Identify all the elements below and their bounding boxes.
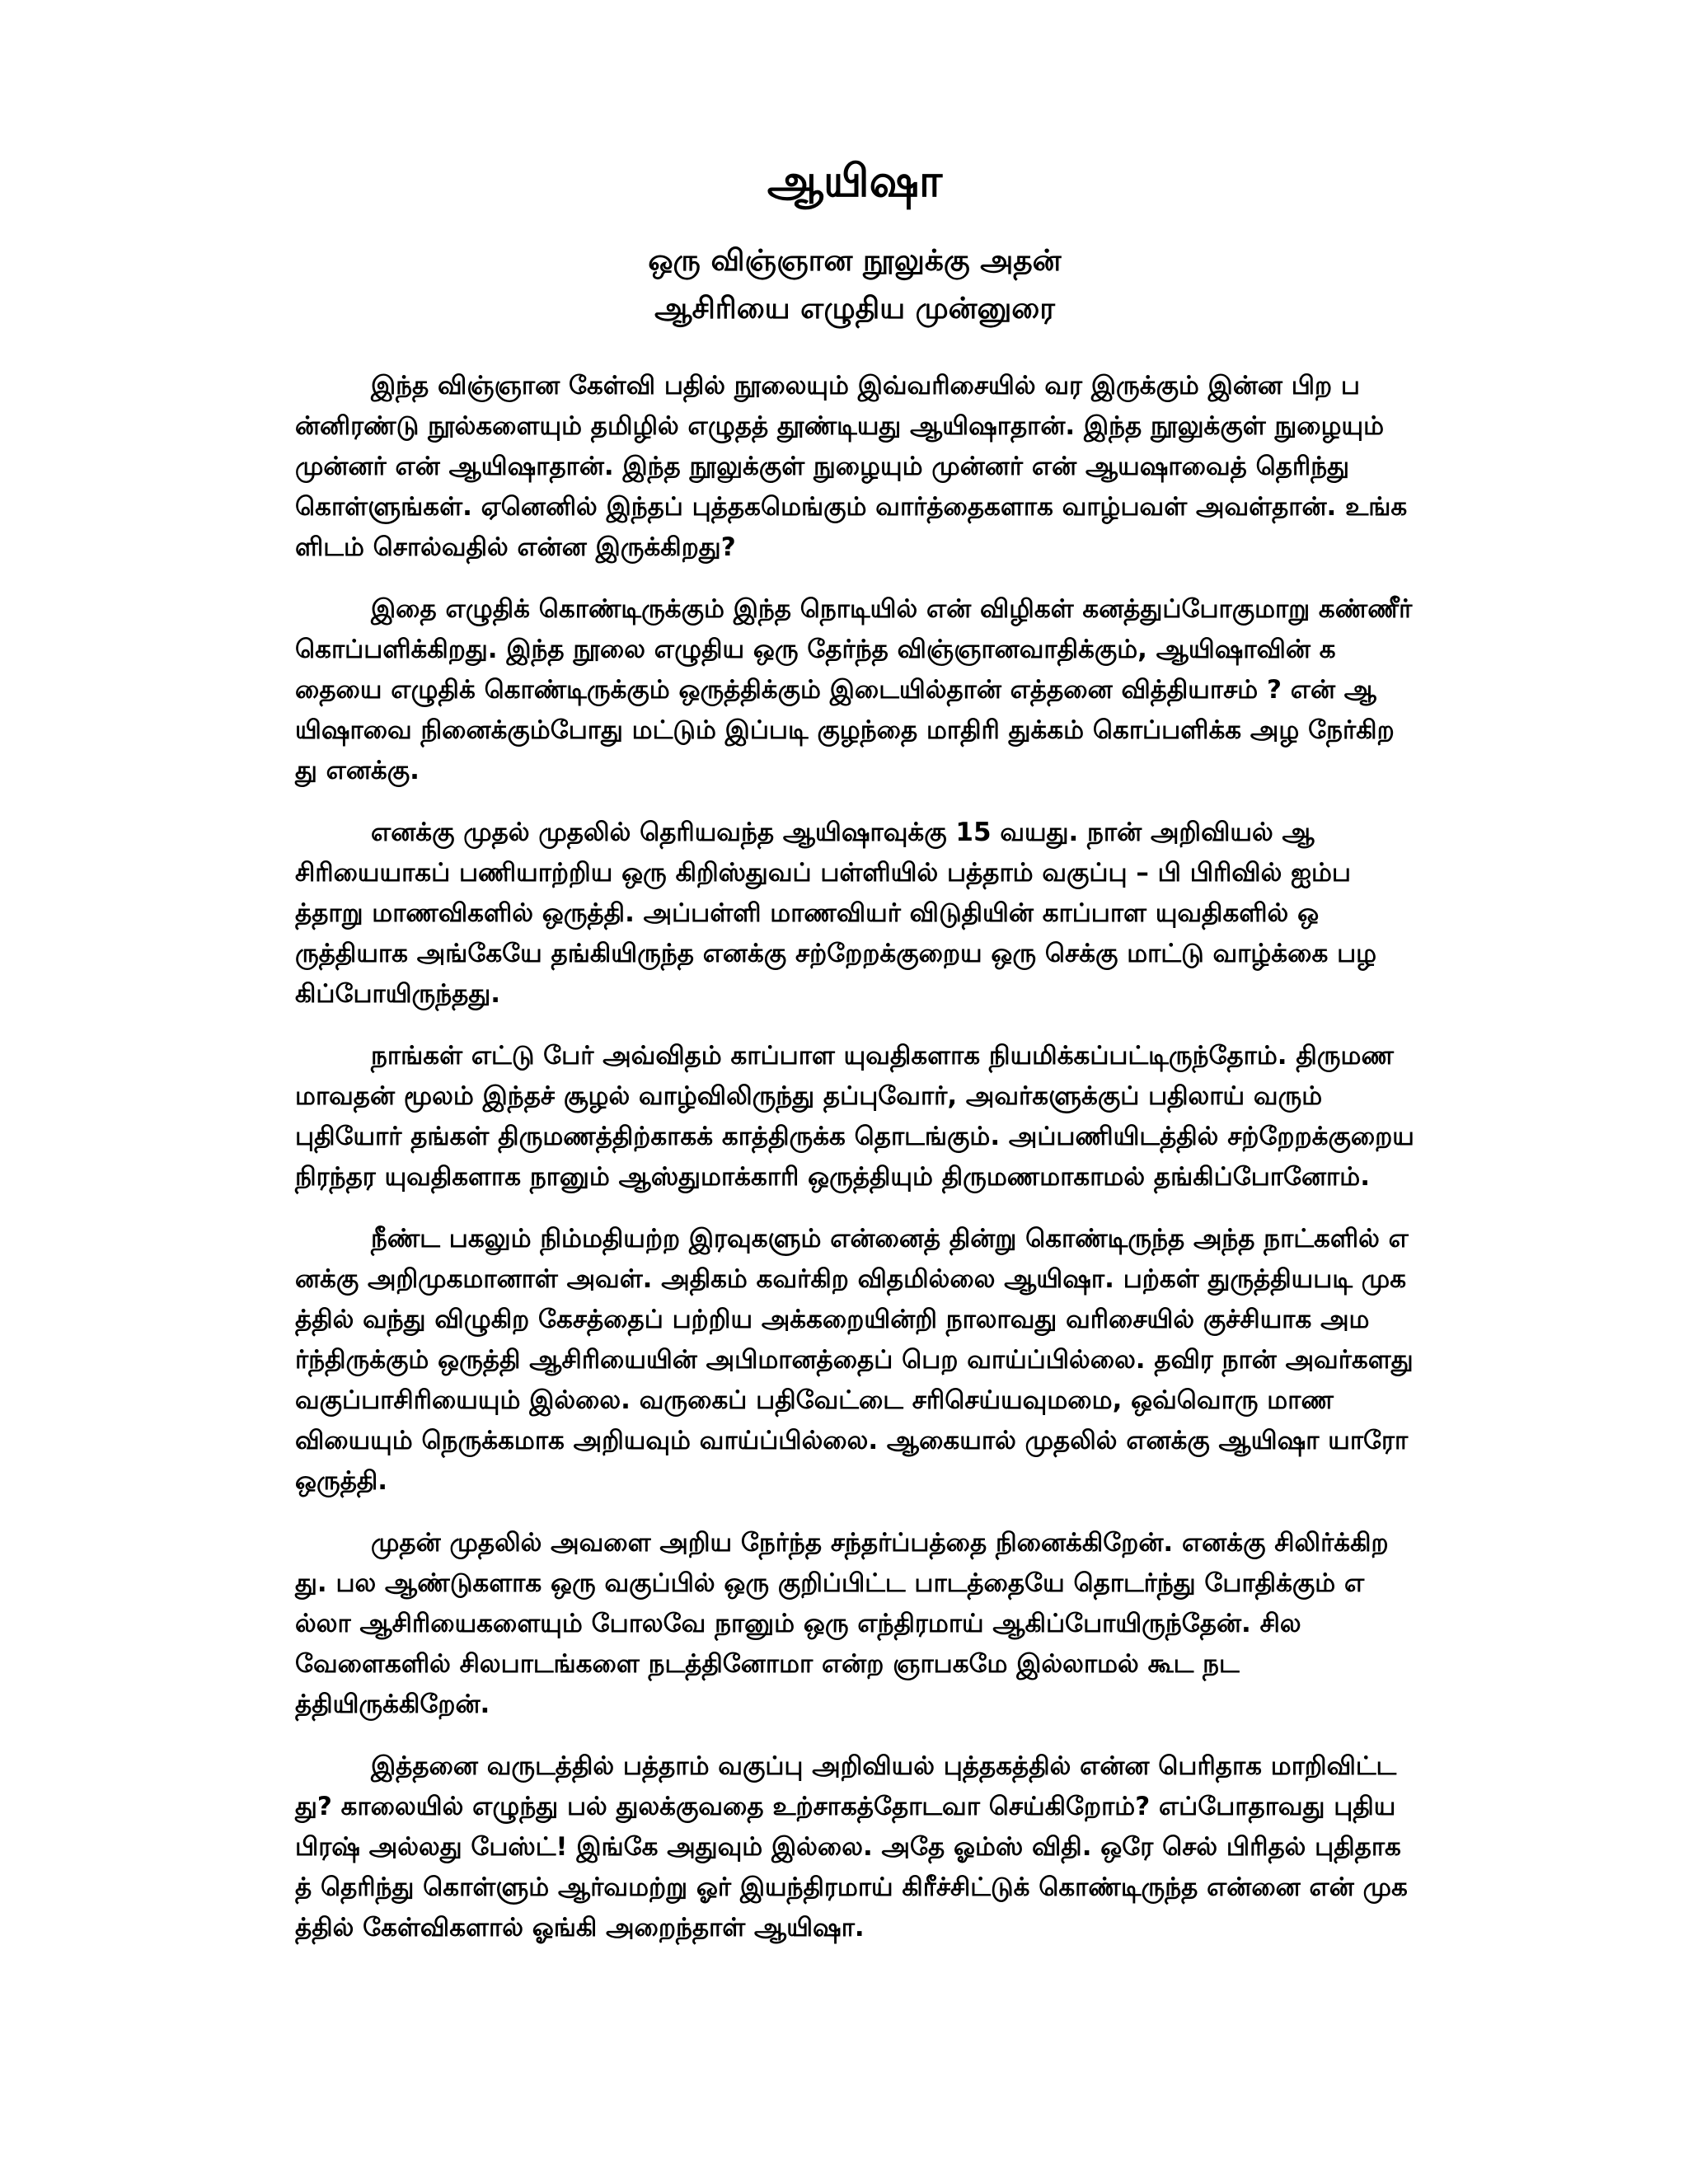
paragraph-6: முதன் முதலில் அவளை அறிய நேர்ந்த சந்தர்ப்பத்தை நினைக்கிறேன். எனக்கு சிலிர்க்கிறது. பல ஆண்டுகளாக ஒரு வகுப்பில் ஒரு குறிப்பிட்ட பாடத்தையே தொடர்ந்து போதிக்கும் எல்லா ஆசிரியைகளையும் போலவே நானும் ஒரு எந்திரமாய் ஆகிப்போயிருந்தேன். சில வேளைகளில் சிலபாடங்களை நடத்தினோமா என்ற ஞாபகமே இல்லாமல் கூட நடத்தியிருக்கிறேன். [295, 1528, 1389, 1719]
paragraph-2: இதை எழுதிக் கொண்டிருக்கும் இந்த நொடியில் என் விழிகள் கனத்துப்போகுமாறு கண்ணீர் கொப்பளிக்கிறது. இந்த நூலை எழுதிய ஒரு தேர்ந்த விஞ்ஞானவாதிக்கும், ஆயிஷாவின் கதையை எழுதிக் கொண்டிருக்கும் ஒருத்திக்கும் இடையில்தான் எத்தனை வித்தியாசம் ? என் ஆயிஷாவை நினைக்கும்போது மட்டும் இப்படி குழந்தை மாதிரி துக்கம் கொப்பளிக்க அழ நேர்கிறது எனக்கு. [295, 594, 1413, 785]
document-body [295, 366, 1414, 1948]
paragraph-4: நாங்கள் எட்டு பேர் அவ்விதம் காப்பாள யுவதிகளாக நியமிக்கப்பட்டிருந்தோம். திருமணமாவதன் மூலம் இந்தச் சூழல் வாழ்விலிருந்து தப்புவோர், அவர்களுக்குப் பதிலாய் வரும் புதியோர் தங்கள் திருமணத்திற்காகக் காத்திருக்க தொடங்கும். அப்பணியிடத்தில் சற்றேறக்குறைய நிரந்தர யுவதிகளாக நானும் ஆஸ்துமாக்காரி ஒருத்தியும் திருமணமாகாமல் தங்கிப்போனோம். [295, 1041, 1414, 1192]
document-subtitle-line-2: ஆசிரியை எழுதிய முன்னுரை [654, 292, 1055, 326]
document-subtitle-line-1: ஒரு விஞ்ஞான நூலுக்கு அதன் [648, 244, 1062, 278]
paragraph-1: இந்த விஞ்ஞான கேள்வி பதில் நூலையும் இவ்வரிசையில் வர இருக்கும் இன்ன பிற பன்னிரண்டு நூல்களையும் தமிழில் எழுதத் தூண்டியது ஆயிஷாதான். இந்த நூலுக்குள் நுழையும் முன்னர் என் ஆயிஷாதான். இந்த நூலுக்குள் நுழையும் முன்னர் என் ஆயஷாவைத் தெரிந்து கொள்ளுங்கள். ஏனெனில் இந்தப் புத்தகமெங்கும் வார்த்தைகளாக வாழ்பவள் அவள்தான். உங்களிடம் சொல்வதில் என்ன இருக்கிறது? [295, 371, 1408, 562]
paragraph-5: நீண்ட பகலும் நிம்மதியற்ற இரவுகளும் என்னைத் தின்று கொண்டிருந்த அந்த நாட்களில் எனக்கு அறிமுகமானாள் அவள். அதிகம் கவர்கிற விதமில்லை ஆயிஷா. பற்கள் துருத்தியபடி முகத்தில் வந்து விழுகிற கேசத்தைப் பற்றிய அக்கறையின்றி நாலாவது வரிசையில் குச்சியாக அமர்ந்திருக்கும் ஒருத்தி ஆசிரியையின் அபிமானத்தைப் பெற வாய்ப்பில்லை. தவிர நான் அவர்களது வகுப்பாசிரியையும் இல்லை. வருகைப் பதிவேட்டை சரிசெய்யவுமமை, ஒவ்வொரு மாணவியையும் நெருக்கமாக அறியவும் வாய்ப்பில்லை. ஆகையால் முதலில் எனக்கு ஆயிஷா யாரோ ஒருத்தி. [295, 1224, 1414, 1496]
paragraph-7: இத்தனை வருடத்தில் பத்தாம் வகுப்பு அறிவியல் புத்தகத்தில் என்ன பெரிதாக மாறிவிட்டது? காலையில் எழுந்து பல் துலக்குவதை உற்சாகத்தோடவா செய்கிறோம்? எப்போதாவது புதிய பிரஷ் அல்லது பேஸ்ட்! இங்கே அதுவும் இல்லை. அதே ஓம்ஸ் விதி. ஒரே செல் பிரிதல் புதிதாகத் தெரிந்து கொள்ளும் ஆர்வமற்று ஓர் இயந்திரமாய் கிரீச்சிட்டுக் கொண்டிருந்த என்னை என் முகத்தில் கேள்விகளால் ஓங்கி அறைந்தாள் ஆயிஷா. [295, 1751, 1408, 1943]
paragraph-3: எனக்கு முதல் முதலில் தெரியவந்த ஆயிஷாவுக்கு 15 வயது. நான் அறிவியல் ஆசிரியையாகப் பணியாற்றிய ஒரு கிறிஸ்துவப் பள்ளியில் பத்தாம் வகுப்பு – பி பிரிவில் ஐம்பத்தாறு மாணவிகளில் ஒருத்தி. அப்பள்ளி மாணவியர் விடுதியின் காப்பாள யுவதிகளில் ஒருத்தியாக அங்கேயே தங்கியிருந்த எனக்கு சற்றேறக்குறைய ஒரு செக்கு மாட்டு வாழ்க்கை பழகிப்போயிருந்தது. [295, 818, 1377, 1009]
document-title: ஆயிஷா [767, 155, 943, 207]
